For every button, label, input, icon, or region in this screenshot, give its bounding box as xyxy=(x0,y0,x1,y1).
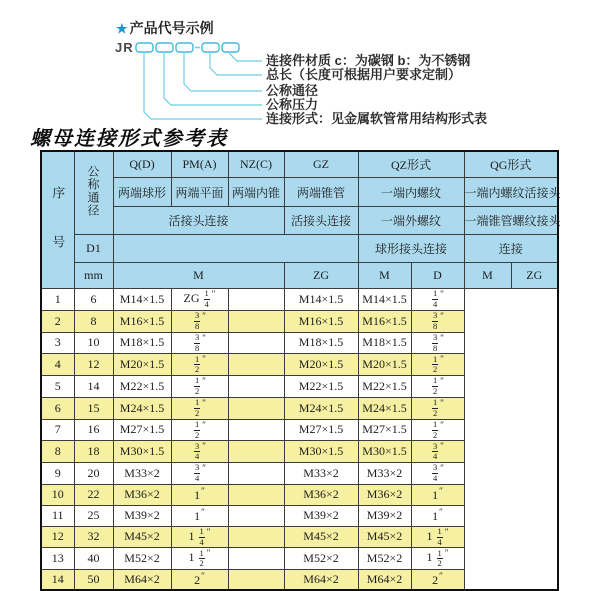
table-cell xyxy=(411,441,464,463)
table-cell xyxy=(228,570,284,591)
header-qz-connection: 球形接头连接 xyxy=(358,235,464,263)
inch-mark: ″ xyxy=(440,397,444,408)
table-cell: M20×1.5 xyxy=(358,354,411,376)
table-cell xyxy=(411,397,464,419)
fraction: $\frac{1}{2}$ xyxy=(433,375,438,397)
table-cell xyxy=(228,419,284,441)
table-cell: M24×1.5 xyxy=(113,397,171,419)
header-seq-label: 序号 xyxy=(50,186,66,284)
table-cell: M14×1.5 xyxy=(113,289,171,311)
fraction: $\frac{1}{2}$ xyxy=(195,418,200,440)
inch-mark: ″ xyxy=(440,419,444,430)
table-cell: M64×2 xyxy=(113,570,171,591)
header-row-d1 xyxy=(41,235,558,263)
table-cell xyxy=(228,441,284,463)
table-cell: M30×1.5 xyxy=(284,441,358,463)
header-gz-connection: 活接头连接 xyxy=(284,207,358,235)
table-cell: 18 xyxy=(74,441,113,463)
inch-mark: ″ xyxy=(201,571,205,582)
table-cell: M18×1.5 xyxy=(284,332,358,354)
table-cell xyxy=(228,505,284,526)
table-cell xyxy=(228,376,284,398)
header-form-pm: PM(A) xyxy=(171,151,228,178)
table-cell: M16×1.5 xyxy=(358,310,411,332)
header-nz-desc: 两端内锥 xyxy=(228,178,284,207)
header-d1: D1 xyxy=(74,235,113,263)
star-icon: ★ xyxy=(116,21,128,36)
header-union-connection: 活接头连接 xyxy=(113,207,284,235)
table-cell xyxy=(171,354,228,376)
header-gz-desc: 两端锥管 xyxy=(284,178,358,207)
table-cell: M52×2 xyxy=(113,548,171,570)
header-form-gz: GZ xyxy=(284,151,358,178)
inch-mark: ″ xyxy=(440,289,444,299)
table-cell xyxy=(171,310,228,332)
table-cell: M45×2 xyxy=(284,526,358,548)
table-cell: M33×2 xyxy=(284,463,358,485)
header-qg-desc1: 一端内螺纹活接头 xyxy=(464,178,558,207)
pointer-line-pressure xyxy=(164,52,262,105)
table-cell: M22×1.5 xyxy=(358,376,411,398)
table-cell: 10 xyxy=(41,484,74,505)
pointer-line-form xyxy=(144,52,262,119)
table-cell: 5 xyxy=(41,376,74,398)
table-cell: 3 xyxy=(41,332,74,354)
table-cell: 10 xyxy=(74,332,113,354)
code-label-diameter: 公称通径 xyxy=(266,83,319,98)
table-cell: 14 xyxy=(41,570,74,591)
inch-mark: ″ xyxy=(202,441,206,452)
inch-mark: ″ xyxy=(440,376,444,387)
table-cell: M30×1.5 xyxy=(113,441,171,463)
fraction: $\frac{3}{8}$ xyxy=(433,310,438,331)
table-cell xyxy=(411,463,464,485)
fraction: $\frac{1}{4}$ xyxy=(433,288,438,309)
table-cell: M27×1.5 xyxy=(284,419,358,441)
table-cell xyxy=(228,484,284,505)
header-qg-desc2: 一端锥管螺纹接头 xyxy=(464,207,558,235)
inch-mark: ″ xyxy=(202,354,206,365)
inch-mark: ″ xyxy=(440,463,444,474)
fraction: $\frac{3}{8}$ xyxy=(195,331,200,353)
code-box-5 xyxy=(222,43,239,52)
fraction: $\frac{1}{2}$ xyxy=(195,353,200,375)
inch-mark: ″ xyxy=(440,354,444,365)
table-cell: M18×1.5 xyxy=(358,332,411,354)
table-cell: M36×2 xyxy=(113,484,171,505)
table-cell: M16×1.5 xyxy=(113,310,171,332)
diagram-title-text: 产品代号示例 xyxy=(129,20,214,36)
table-cell: 22 xyxy=(74,484,113,505)
table-cell: 20 xyxy=(74,463,113,485)
table-row xyxy=(41,397,558,419)
table-cell: M33×2 xyxy=(358,463,411,485)
table-cell: M30×1.5 xyxy=(358,441,411,463)
header-zg-qg: ZG xyxy=(511,263,558,289)
header-dn-label: 公称通径 xyxy=(86,165,100,218)
table-cell xyxy=(411,376,464,398)
table-row xyxy=(41,441,558,463)
table-cell: M20×1.5 xyxy=(113,354,171,376)
table-cell: 14 xyxy=(74,376,113,398)
code-box-3 xyxy=(176,43,193,52)
fraction: $\frac{1}{4}$ xyxy=(199,525,204,547)
code-box-1 xyxy=(136,43,153,52)
inch-mark: ″ xyxy=(444,548,449,559)
table-cell: M64×2 xyxy=(358,570,411,591)
pointer-line-diameter xyxy=(184,52,262,91)
inch-mark: ″ xyxy=(202,397,206,408)
inch-mark: ″ xyxy=(439,486,443,497)
table-cell: M36×2 xyxy=(284,484,358,505)
header-m-qg: M xyxy=(464,263,511,289)
fraction: $\frac{3}{4}$ xyxy=(195,462,200,484)
table-cell xyxy=(228,332,284,354)
table-row xyxy=(41,484,558,505)
table-cell: 6 xyxy=(41,397,74,419)
header-form-qz: QZ形式 xyxy=(358,151,464,178)
fraction: $\frac{1}{2}$ xyxy=(195,397,200,418)
header-zg-gz: ZG xyxy=(284,263,358,289)
table-cell: 4 xyxy=(41,354,74,376)
product-code-prefix: JR xyxy=(115,40,134,55)
fraction: $\frac{1}{4}$ xyxy=(437,525,442,547)
table-cell xyxy=(411,289,464,311)
table-cell xyxy=(171,463,228,485)
header-form-q: Q(D) xyxy=(113,151,171,178)
table-cell xyxy=(228,289,284,311)
inch-mark: ″ xyxy=(440,441,444,452)
header-seq xyxy=(41,151,74,289)
table-cell: M36×2 xyxy=(358,484,411,505)
diagram-title xyxy=(116,18,214,38)
table-row xyxy=(41,419,558,441)
code-label-material: 连接件材质 c：为碳钢 b：为不锈钢 xyxy=(266,53,471,68)
table-cell: 1 $\frac{1}{4}$ ″ xyxy=(171,526,228,548)
table-cell xyxy=(228,310,284,332)
fraction: $\frac{1}{2}$ xyxy=(195,375,200,397)
inch-mark: ″ xyxy=(211,289,216,299)
inch-mark: ″ xyxy=(206,548,211,559)
table-cell: 8 xyxy=(74,310,113,332)
table-cell: 1 $\frac{1}{4}$ ″ xyxy=(411,526,464,548)
table-cell: ZG $\frac{1}{4}$ ″ xyxy=(171,289,228,311)
table-cell xyxy=(228,397,284,419)
header-row-connection xyxy=(41,207,558,235)
header-pm-desc: 两端平面 xyxy=(171,178,228,207)
table-cell: 40 xyxy=(74,548,113,570)
table-cell: 1 $\frac{1}{2}$ ″ xyxy=(411,548,464,570)
table-cell: M18×1.5 xyxy=(113,332,171,354)
fraction: $\frac{1}{2}$ xyxy=(199,547,204,569)
fraction: $\frac{1}{2}$ xyxy=(437,547,442,569)
inch-mark: ″ xyxy=(202,332,206,343)
table-cell xyxy=(411,310,464,332)
table-cell xyxy=(171,419,228,441)
table-cell: 1″ xyxy=(171,484,228,505)
fraction: $\frac{1}{2}$ xyxy=(433,397,438,418)
fraction: $\frac{1}{4}$ xyxy=(204,288,209,309)
inch-mark: ″ xyxy=(202,463,206,474)
table-cell: 15 xyxy=(74,397,113,419)
table-cell: M22×1.5 xyxy=(113,376,171,398)
fraction: $\frac{3}{8}$ xyxy=(195,310,200,331)
table-cell: M52×2 xyxy=(358,548,411,570)
table-cell: M39×2 xyxy=(358,505,411,526)
table-cell xyxy=(171,397,228,419)
table-row xyxy=(41,570,558,591)
header-row-units xyxy=(41,263,558,289)
fraction: $\frac{3}{8}$ xyxy=(433,331,438,353)
header-row-forms xyxy=(41,151,558,178)
table-cell: 50 xyxy=(74,570,113,591)
table-cell xyxy=(228,548,284,570)
table-cell: M27×1.5 xyxy=(358,419,411,441)
table-cell: 12 xyxy=(41,526,74,548)
table-row xyxy=(41,310,558,332)
table-row xyxy=(41,376,558,398)
table-row xyxy=(41,332,558,354)
table-cell: M39×2 xyxy=(113,505,171,526)
table-cell xyxy=(228,354,284,376)
inch-mark: ″ xyxy=(439,571,443,582)
inch-mark: ″ xyxy=(202,419,206,430)
table-cell: 32 xyxy=(74,526,113,548)
inch-mark: ″ xyxy=(440,310,444,321)
table-cell: M39×2 xyxy=(284,505,358,526)
table-cell xyxy=(411,354,464,376)
header-form-qg: QG形式 xyxy=(464,151,558,178)
table-row xyxy=(41,463,558,485)
table-cell: 12 xyxy=(74,354,113,376)
table-row xyxy=(41,289,558,311)
table-cell: M64×2 xyxy=(284,570,358,591)
table-cell: 16 xyxy=(74,419,113,441)
table-cell xyxy=(228,526,284,548)
pointer-line-length xyxy=(210,52,262,75)
table-cell: 13 xyxy=(41,548,74,570)
header-dn xyxy=(74,151,113,235)
table-cell: 2″ xyxy=(171,570,228,591)
header-qz-desc2: 一端外螺纹 xyxy=(358,207,464,235)
table-cell: 1″ xyxy=(171,505,228,526)
code-label-pressure: 公称压力 xyxy=(266,97,319,112)
inch-mark: ″ xyxy=(440,332,444,343)
inch-mark: ″ xyxy=(206,526,211,537)
table-cell: 2 xyxy=(41,310,74,332)
header-m-main: M xyxy=(113,263,284,289)
table-cell: M45×2 xyxy=(113,526,171,548)
header-qg-connection: 连接 xyxy=(464,235,558,263)
inch-mark: ″ xyxy=(202,376,206,387)
table-cell: M33×2 xyxy=(113,463,171,485)
fraction: $\frac{3}{4}$ xyxy=(433,440,438,462)
table-cell: 6 xyxy=(74,289,113,311)
header-empty-cell xyxy=(113,235,358,263)
table-cell: 1 $\frac{1}{2}$ ″ xyxy=(171,548,228,570)
header-q-desc: 两端球形 xyxy=(113,178,171,207)
table-cell: M14×1.5 xyxy=(284,289,358,311)
inch-mark: ″ xyxy=(201,486,205,497)
table-cell: 7 xyxy=(41,419,74,441)
table-cell: M16×1.5 xyxy=(284,310,358,332)
table-cell: M27×1.5 xyxy=(113,419,171,441)
fraction: $\frac{1}{2}$ xyxy=(433,418,438,440)
header-qz-desc1: 一端内螺纹 xyxy=(358,178,464,207)
table-header xyxy=(41,151,561,289)
table-cell xyxy=(411,332,464,354)
table-row xyxy=(41,548,558,570)
table-cell: M14×1.5 xyxy=(358,289,411,311)
table-cell: M24×1.5 xyxy=(358,397,411,419)
table-cell: M24×1.5 xyxy=(284,397,358,419)
fraction: $\frac{3}{4}$ xyxy=(433,462,438,484)
header-mm: mm xyxy=(74,263,113,289)
table-cell: M45×2 xyxy=(358,526,411,548)
table-cell: 1″ xyxy=(411,505,464,526)
table-cell: 1 xyxy=(41,289,74,311)
table-cell: 11 xyxy=(41,505,74,526)
table-title: 螺母连接形式参考表 xyxy=(30,128,228,150)
header-form-nz: NZ(C) xyxy=(228,151,284,178)
table-cell xyxy=(171,441,228,463)
pointer-line-material xyxy=(230,52,262,61)
table-cell: 25 xyxy=(74,505,113,526)
nut-connection-reference-table xyxy=(40,150,559,591)
code-box-2 xyxy=(156,43,173,52)
header-row-end-style xyxy=(41,178,558,207)
code-label-form: 连接形式：见金属软管常用结构形式表 xyxy=(266,111,488,126)
inch-mark: ″ xyxy=(444,526,449,537)
table-body xyxy=(41,289,558,591)
header-d-qz: D xyxy=(411,263,464,289)
table-cell: 8 xyxy=(41,441,74,463)
table-cell: M22×1.5 xyxy=(284,376,358,398)
table-cell: M52×2 xyxy=(284,548,358,570)
inch-mark: ″ xyxy=(201,507,205,518)
table-row xyxy=(41,354,558,376)
code-label-length: 总长（长度可根据用户要求定制） xyxy=(266,67,462,82)
table-cell xyxy=(171,332,228,354)
table-cell xyxy=(171,376,228,398)
table-cell: 1″ xyxy=(411,484,464,505)
inch-mark: ″ xyxy=(202,310,206,321)
table-cell: 2″ xyxy=(411,570,464,591)
fraction: $\frac{1}{2}$ xyxy=(433,353,438,375)
inch-mark: ″ xyxy=(439,507,443,518)
code-box-4 xyxy=(202,43,219,52)
table-cell: 9 xyxy=(41,463,74,485)
table-cell xyxy=(411,419,464,441)
table-cell xyxy=(228,463,284,485)
header-m-qz: M xyxy=(358,263,411,289)
table-row xyxy=(41,505,558,526)
table-cell: M20×1.5 xyxy=(284,354,358,376)
fraction: $\frac{3}{4}$ xyxy=(195,440,200,462)
table-row xyxy=(41,526,558,548)
